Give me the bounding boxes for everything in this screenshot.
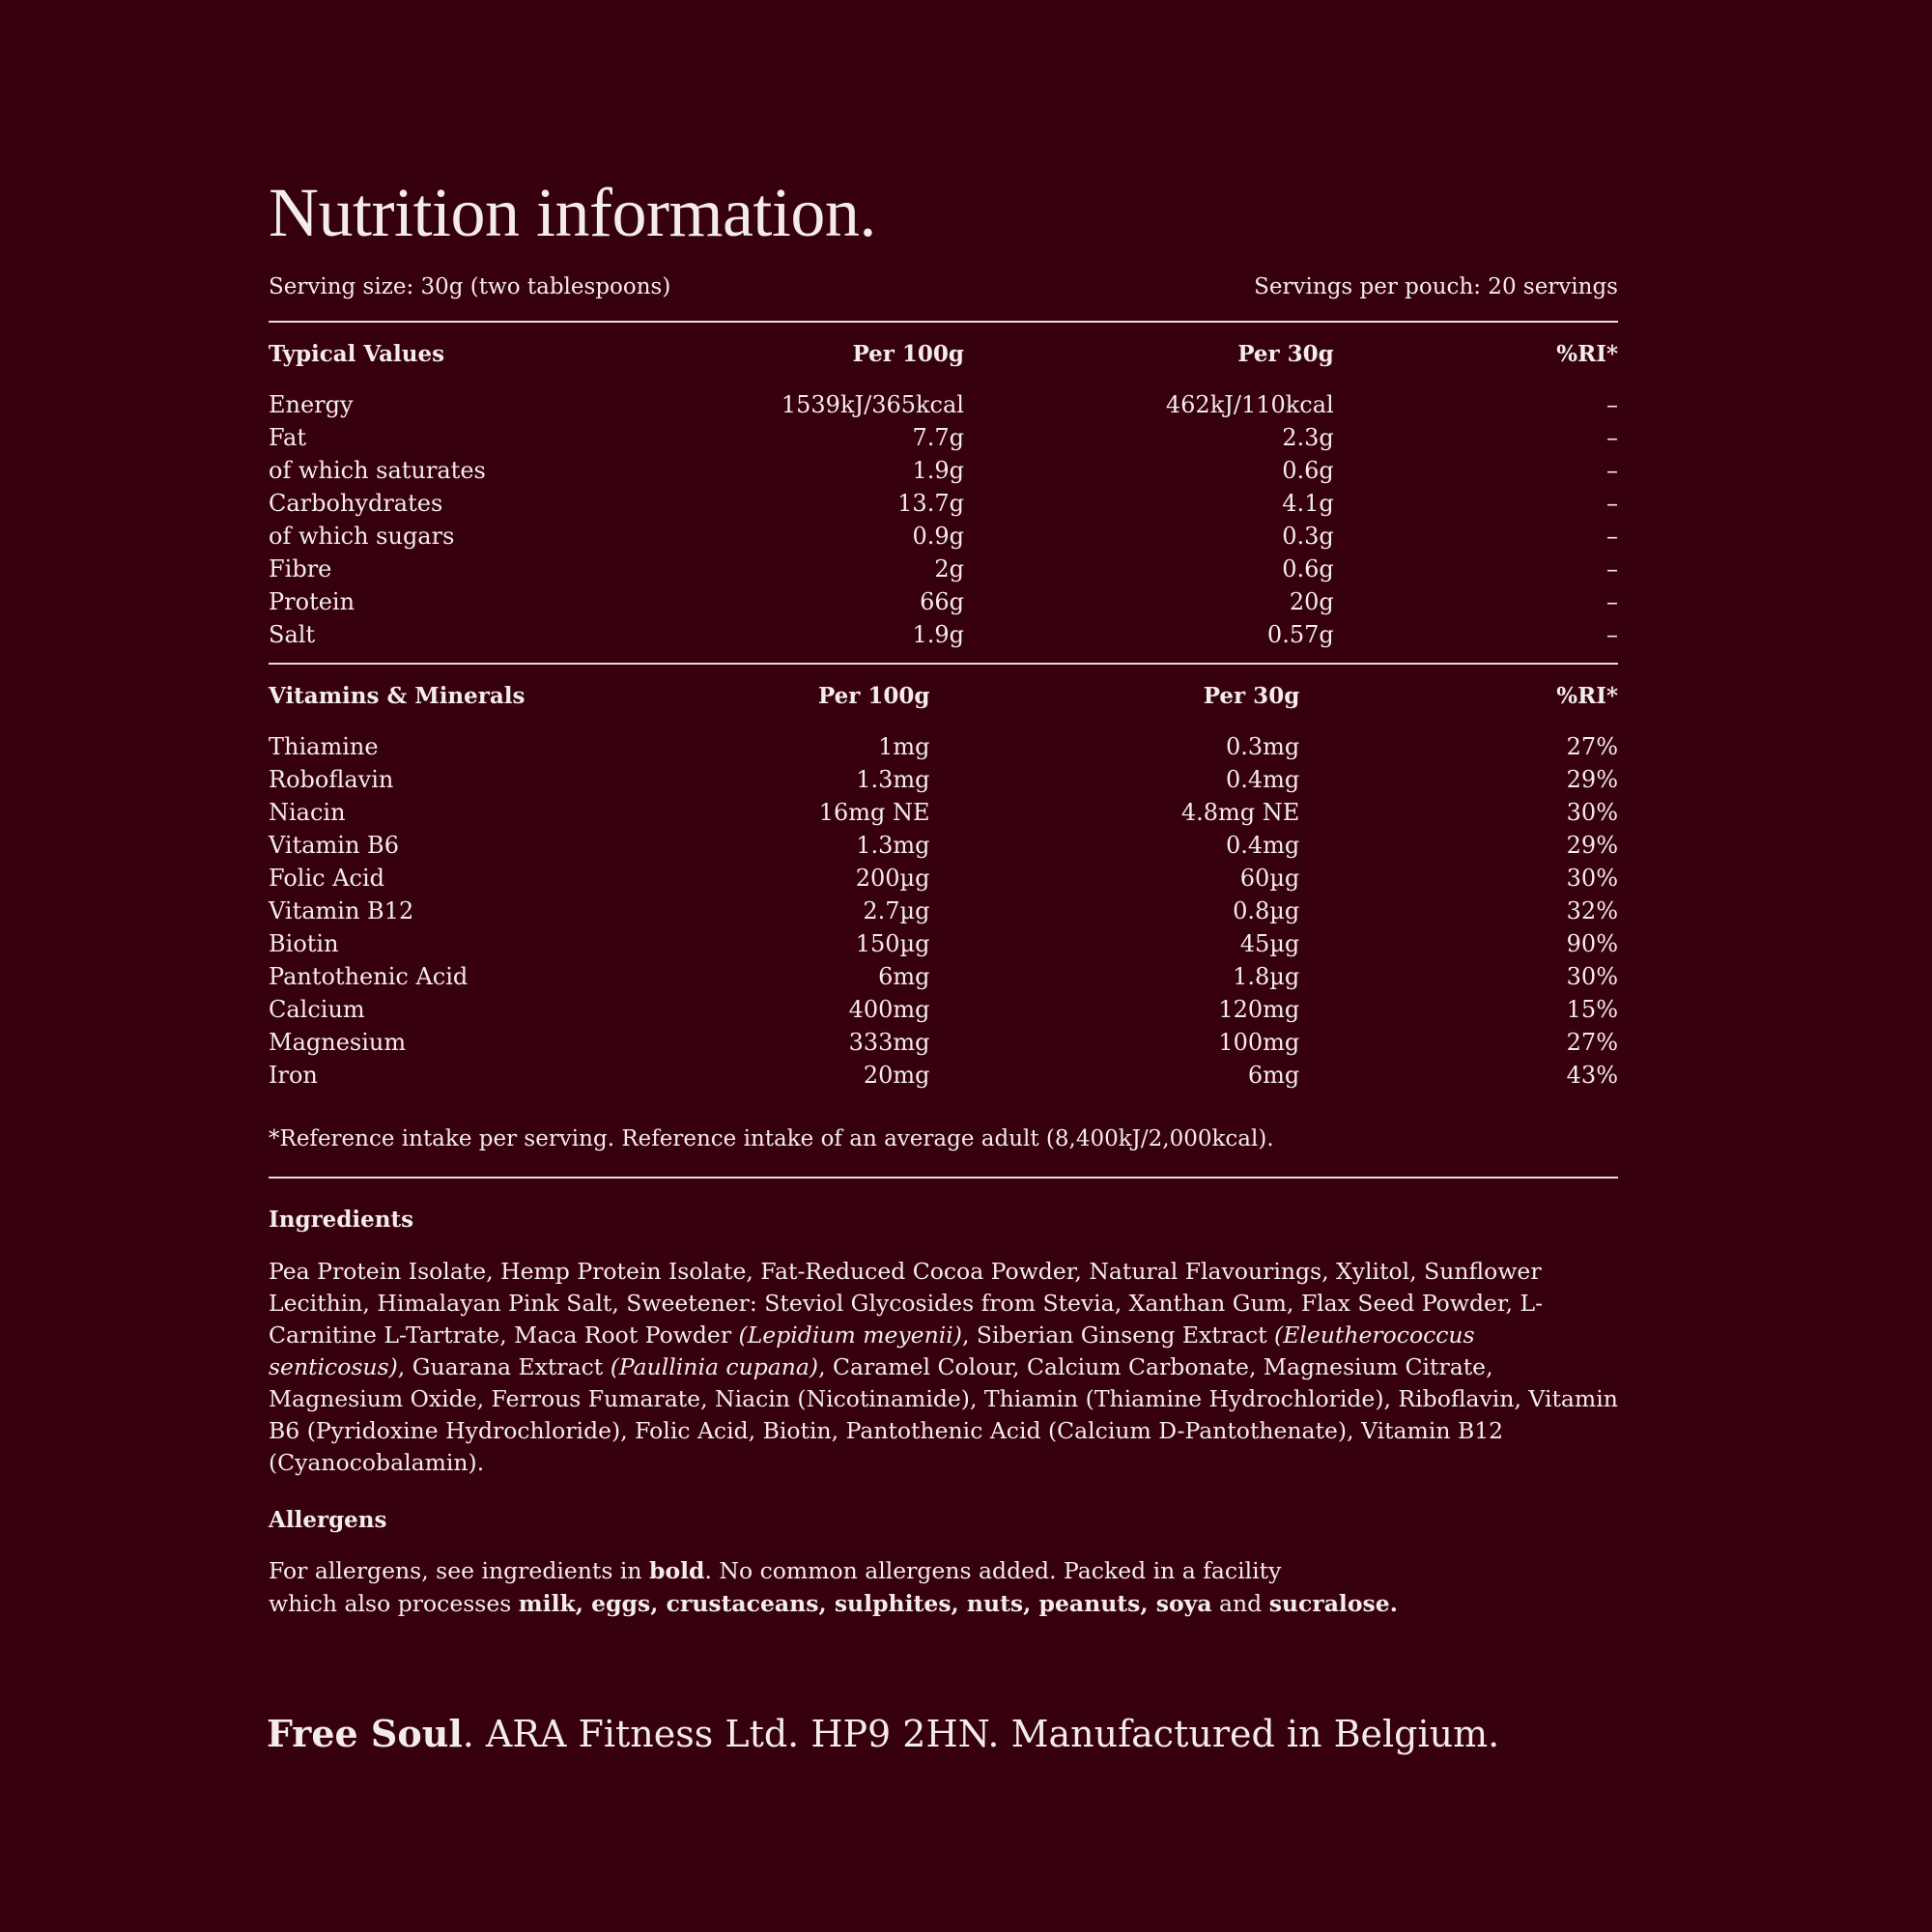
per-30g-value: 0.6g <box>1282 457 1334 484</box>
divider <box>269 1177 1618 1179</box>
table-row <box>269 388 1618 421</box>
per-100g-value: 150µg <box>855 930 930 957</box>
per-100g-value: 1.9g <box>912 457 964 484</box>
nutrient-name: of which saturates <box>269 457 486 484</box>
nutrient-name: Fat <box>269 424 306 451</box>
allergens-heading: Allergens <box>269 1507 387 1533</box>
ri-value: – <box>1606 490 1618 517</box>
ri-value: 27% <box>1566 1029 1618 1056</box>
ri-value: 29% <box>1566 766 1618 793</box>
per-100g-value: 1mg <box>878 733 930 760</box>
page-title: Nutrition information. <box>269 174 876 251</box>
table-header-row <box>269 665 1618 730</box>
nutrient-name: Fibre <box>269 555 332 582</box>
nutrition-panel <box>269 172 1618 1620</box>
per-30g-value: 0.57g <box>1266 621 1334 648</box>
ingredients-segment: , Caramel Colour, Calcium Carbonate, Magnesium Citrate, Magnesium Oxide, Ferrous Fumarate, Niacin (Nicotinamide), Thiamin (Thiamine Hydrochloride), Riboflavin, Vitamin B6 (Pyridoxine Hydrochloride), Folic Acid, Biotin, Pantothenic Acid (Calcium D-Pantothenate), Vitamin B12 (Cyanocobalamin). <box>269 1353 1618 1476</box>
per-100g-value: 400mg <box>848 996 930 1023</box>
allergens-segment: . No common allergens added. Packed in a facility <box>704 1557 1282 1584</box>
table-row <box>269 1026 1618 1059</box>
ingredients-heading: Ingredients <box>269 1207 414 1233</box>
nutrient-name: Carbohydrates <box>269 490 443 517</box>
allergen-bold: sucralose. <box>1268 1590 1398 1617</box>
allergens-line <box>269 1587 1618 1620</box>
per-30g-value: 0.4mg <box>1225 766 1300 793</box>
column-header: Per 100g <box>852 341 964 367</box>
table-row <box>269 730 1618 763</box>
table-row <box>269 796 1618 829</box>
per-30g-value: 462kJ/110kcal <box>1165 391 1334 418</box>
table-row <box>269 618 1618 663</box>
per-30g-value: 60µg <box>1239 865 1300 892</box>
per-30g-value: 6mg <box>1247 1062 1300 1089</box>
nutrient-name: Protein <box>269 588 355 615</box>
nutrient-name: Energy <box>269 391 354 418</box>
ingredients-segment: , Guarana Extract <box>397 1353 611 1380</box>
column-header: %RI* <box>1556 683 1618 709</box>
ri-value: 15% <box>1566 996 1618 1023</box>
typical-values-body <box>269 388 1618 663</box>
table-row <box>269 862 1618 895</box>
table-row <box>269 1059 1618 1103</box>
ri-value: – <box>1606 588 1618 615</box>
ri-value: 32% <box>1566 897 1618 924</box>
servings-per-pouch: Servings per pouch: 20 servings <box>1254 274 1618 299</box>
nutrient-name: Iron <box>269 1062 318 1089</box>
ingredients-segment: Pea Protein Isolate, Hemp Protein Isolate, Fat-Reduced Cocoa Powder, Natural Flavourings, Xylitol, Sunflower Lecithin, Himalayan Pink Salt, Sweetener: Steviol Glycosides from Stevia, Xanthan Gum, Flax Seed Powder, L-Carnitine L-Tartrate, Maca Root Powder <box>269 1258 1544 1349</box>
table-row <box>269 960 1618 993</box>
ri-value: – <box>1606 457 1618 484</box>
ri-value: – <box>1606 523 1618 550</box>
nutrient-name: Thiamine <box>269 733 379 760</box>
column-header: %RI* <box>1556 341 1618 367</box>
latin-name: (Eleutherococcus senticosus) <box>269 1321 1475 1380</box>
nutrient-name: Vitamin B12 <box>269 897 414 924</box>
ri-value: 43% <box>1566 1062 1618 1089</box>
nutrient-name: Vitamin B6 <box>269 832 399 859</box>
typical-values-table <box>269 323 1618 663</box>
per-30g-value: 0.6g <box>1282 555 1334 582</box>
per-30g-value: 120mg <box>1218 996 1300 1023</box>
allergen-bold: milk, eggs, crustaceans, sulphites, nuts, peanuts, soya <box>518 1590 1212 1617</box>
ri-value: 27% <box>1566 733 1618 760</box>
ri-value: – <box>1606 621 1618 648</box>
per-100g-value: 333mg <box>848 1029 930 1056</box>
per-100g-value: 1.9g <box>912 621 964 648</box>
table-row <box>269 829 1618 862</box>
per-30g-value: 0.3mg <box>1225 733 1300 760</box>
manufacturer-footer <box>267 1712 1499 1756</box>
per-30g-value: 4.8mg NE <box>1180 799 1300 826</box>
per-100g-value: 0.9g <box>912 523 964 550</box>
table-header-row <box>269 323 1618 388</box>
latin-name: (Lepidium meyenii) <box>738 1321 962 1349</box>
table-row <box>269 993 1618 1026</box>
per-100g-value: 1539kJ/365kcal <box>781 391 964 418</box>
column-header: Per 30g <box>1203 683 1300 709</box>
brand-name: Free Soul <box>267 1712 463 1755</box>
per-30g-value: 1.8µg <box>1233 963 1300 990</box>
per-30g-value: 4.1g <box>1282 490 1334 517</box>
table-row <box>269 421 1618 454</box>
per-30g-value: 2.3g <box>1282 424 1334 451</box>
table-row <box>269 520 1618 553</box>
nutrient-name: Roboflavin <box>269 766 394 793</box>
nutrient-name: Pantothenic Acid <box>269 963 469 990</box>
per-100g-value: 2g <box>934 555 964 582</box>
serving-info <box>269 272 1618 301</box>
ri-value: – <box>1606 391 1618 418</box>
column-header: Vitamins & Minerals <box>269 683 526 709</box>
per-30g-value: 20g <box>1289 588 1334 615</box>
ri-value: 29% <box>1566 832 1618 859</box>
column-header: Per 100g <box>817 683 930 709</box>
per-100g-value: 2.7µg <box>863 897 930 924</box>
nutrient-name: Folic Acid <box>269 865 385 892</box>
nutrient-name: Salt <box>269 621 316 648</box>
allergens-text <box>269 1554 1618 1620</box>
allergens-line <box>269 1554 1618 1587</box>
ingredients-segment: , Siberian Ginseng Extract <box>961 1321 1275 1349</box>
ri-value: 30% <box>1566 799 1618 826</box>
column-header: Per 30g <box>1237 341 1334 367</box>
nutrient-name: Niacin <box>269 799 346 826</box>
per-30g-value: 0.4mg <box>1225 832 1300 859</box>
table-row <box>269 487 1618 520</box>
allergens-segment: For allergens, see ingredients in <box>269 1557 650 1584</box>
manufacturer-text: . ARA Fitness Ltd. HP9 2HN. Manufactured in Belgium. <box>462 1713 1500 1755</box>
reference-intake-footnote: *Reference intake per serving. Reference intake of an average adult (8,400kJ/2,000kcal). <box>269 1126 1274 1151</box>
per-100g-value: 200µg <box>855 865 930 892</box>
nutrient-name: Magnesium <box>269 1029 407 1056</box>
per-100g-value: 16mg NE <box>818 799 930 826</box>
per-30g-value: 45µg <box>1239 930 1300 957</box>
per-100g-value: 66g <box>920 588 964 615</box>
vitamins-minerals-body <box>269 730 1618 1103</box>
per-100g-value: 1.3mg <box>856 766 930 793</box>
table-row <box>269 895 1618 927</box>
nutrient-name: Biotin <box>269 930 339 957</box>
per-100g-value: 1.3mg <box>856 832 930 859</box>
per-30g-value: 0.3g <box>1282 523 1334 550</box>
table-row <box>269 927 1618 960</box>
table-row <box>269 454 1618 487</box>
per-30g-value: 0.8µg <box>1233 897 1300 924</box>
ri-value: 30% <box>1566 963 1618 990</box>
table-row <box>269 763 1618 796</box>
allergens-segment: which also processes <box>269 1590 519 1617</box>
ri-value: – <box>1606 555 1618 582</box>
ingredients-text <box>269 1256 1618 1479</box>
nutrient-name: of which sugars <box>269 523 455 550</box>
latin-name: (Paullinia cupana) <box>610 1353 819 1380</box>
allergens-segment: and <box>1211 1590 1269 1617</box>
per-100g-value: 6mg <box>878 963 930 990</box>
column-header: Typical Values <box>269 341 445 367</box>
per-100g-value: 7.7g <box>912 424 964 451</box>
allergen-bold: bold <box>649 1557 705 1584</box>
vitamins-minerals-table <box>269 665 1618 1103</box>
serving-size: Serving size: 30g (two tablespoons) <box>269 274 671 299</box>
ri-value: – <box>1606 424 1618 451</box>
per-100g-value: 20mg <box>863 1062 930 1089</box>
table-row <box>269 585 1618 618</box>
ri-value: 90% <box>1566 930 1618 957</box>
per-30g-value: 100mg <box>1218 1029 1300 1056</box>
per-100g-value: 13.7g <box>897 490 964 517</box>
ri-value: 30% <box>1566 865 1618 892</box>
nutrient-name: Calcium <box>269 996 365 1023</box>
table-row <box>269 553 1618 585</box>
